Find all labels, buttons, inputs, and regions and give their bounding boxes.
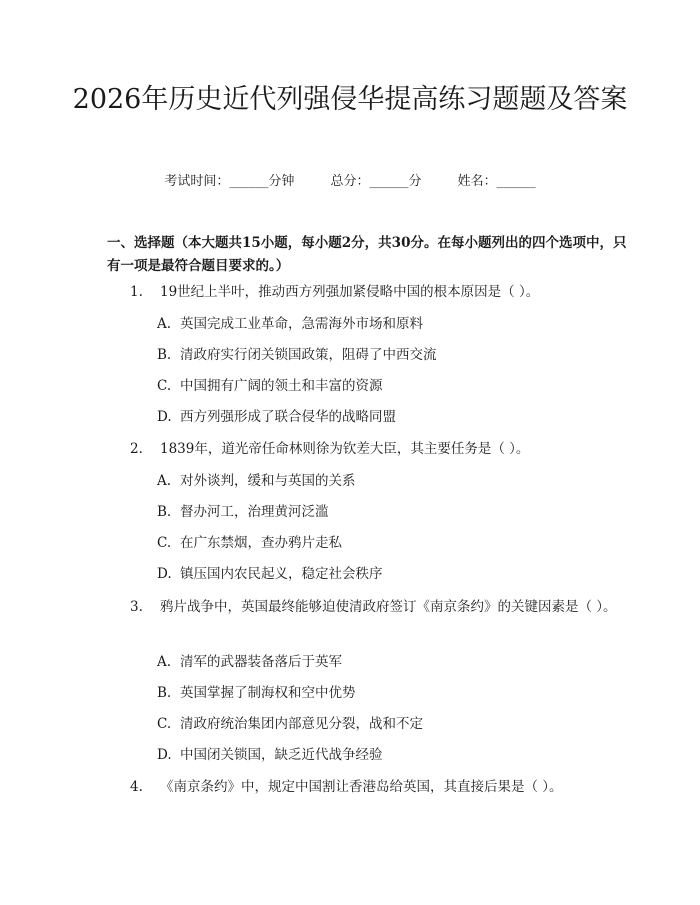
option-3c <box>157 714 423 734</box>
question-1 <box>107 281 627 304</box>
option-letter: C. <box>157 535 172 551</box>
exam-score-field: 总分：______分 <box>330 174 422 189</box>
option-letter: D. <box>157 747 172 763</box>
option-letter: B. <box>157 347 172 363</box>
question-number: 3. <box>130 599 143 615</box>
option-text: 清政府实行闭关锁国政策，阻碍了中西交流 <box>180 347 437 363</box>
option-text: 对外谈判，缓和与英国的关系 <box>180 473 356 489</box>
exam-name-field: 姓名：______ <box>457 174 536 189</box>
question-text: 鸦片战争中，英国最终能够迫使清政府签订《南京条约》的关键因素是（ ）。 <box>160 599 617 615</box>
option-2a <box>157 471 356 491</box>
question-text: 《南京条约》中，规定中国割让香港岛给英国，其直接后果是（ ）。 <box>160 779 563 795</box>
exam-meta <box>0 170 700 189</box>
option-2d <box>157 564 383 584</box>
option-2b <box>157 502 329 522</box>
option-1d <box>157 407 396 427</box>
option-letter: A. <box>157 473 172 489</box>
option-letter: B. <box>157 685 172 701</box>
question-number: 2. <box>130 441 143 457</box>
option-text: 镇压国内农民起义，稳定社会秩序 <box>180 566 383 582</box>
option-letter: A. <box>157 654 172 670</box>
option-3b <box>157 683 356 703</box>
option-text: 英国完成工业革命，急需海外市场和原料 <box>180 316 423 332</box>
option-1c <box>157 376 383 396</box>
question-2 <box>107 438 627 461</box>
option-1b <box>157 345 437 365</box>
option-text: 在广东禁烟，查办鸦片走私 <box>180 535 342 551</box>
option-text: 西方列强形成了联合侵华的战略同盟 <box>180 409 396 425</box>
exam-time-field: 考试时间：______分钟 <box>164 174 295 189</box>
question-number: 4. <box>130 779 143 795</box>
option-2c <box>157 533 342 553</box>
option-letter: D. <box>157 409 172 425</box>
option-3a <box>157 652 342 672</box>
question-number: 1. <box>130 284 143 300</box>
option-letter: C. <box>157 716 172 732</box>
option-text: 督办河工，治理黄河泛滥 <box>180 504 329 520</box>
option-letter: A. <box>157 316 172 332</box>
question-4 <box>107 776 627 799</box>
option-1a <box>157 314 423 334</box>
option-3d <box>157 745 383 765</box>
option-text: 清政府统治集团内部意见分裂，战和不定 <box>180 716 423 732</box>
question-3 <box>107 596 627 619</box>
option-text: 英国掌握了制海权和空中优势 <box>180 685 356 701</box>
question-text: 1839年，道光帝任命林则徐为钦差大臣，其主要任务是（ ）。 <box>160 441 530 457</box>
question-text: 19世纪上半叶，推动西方列强加紧侵略中国的根本原因是（ ）。 <box>160 284 540 300</box>
section-heading: 一、选择题（本大题共15小题，每小题2分，共30分。在每小题列出的四个选项中，只有一项是最符合题目要求的。） <box>107 235 627 274</box>
option-text: 中国闭关锁国，缺乏近代战争经验 <box>180 747 383 763</box>
option-text: 中国拥有广阔的领土和丰富的资源 <box>180 378 383 394</box>
option-letter: C. <box>157 378 172 394</box>
option-text: 清军的武器装备落后于英军 <box>180 654 342 670</box>
option-letter: D. <box>157 566 172 582</box>
option-letter: B. <box>157 504 172 520</box>
page-title: 2026年历史近代列强侵华提高练习题题及答案 <box>72 84 628 115</box>
